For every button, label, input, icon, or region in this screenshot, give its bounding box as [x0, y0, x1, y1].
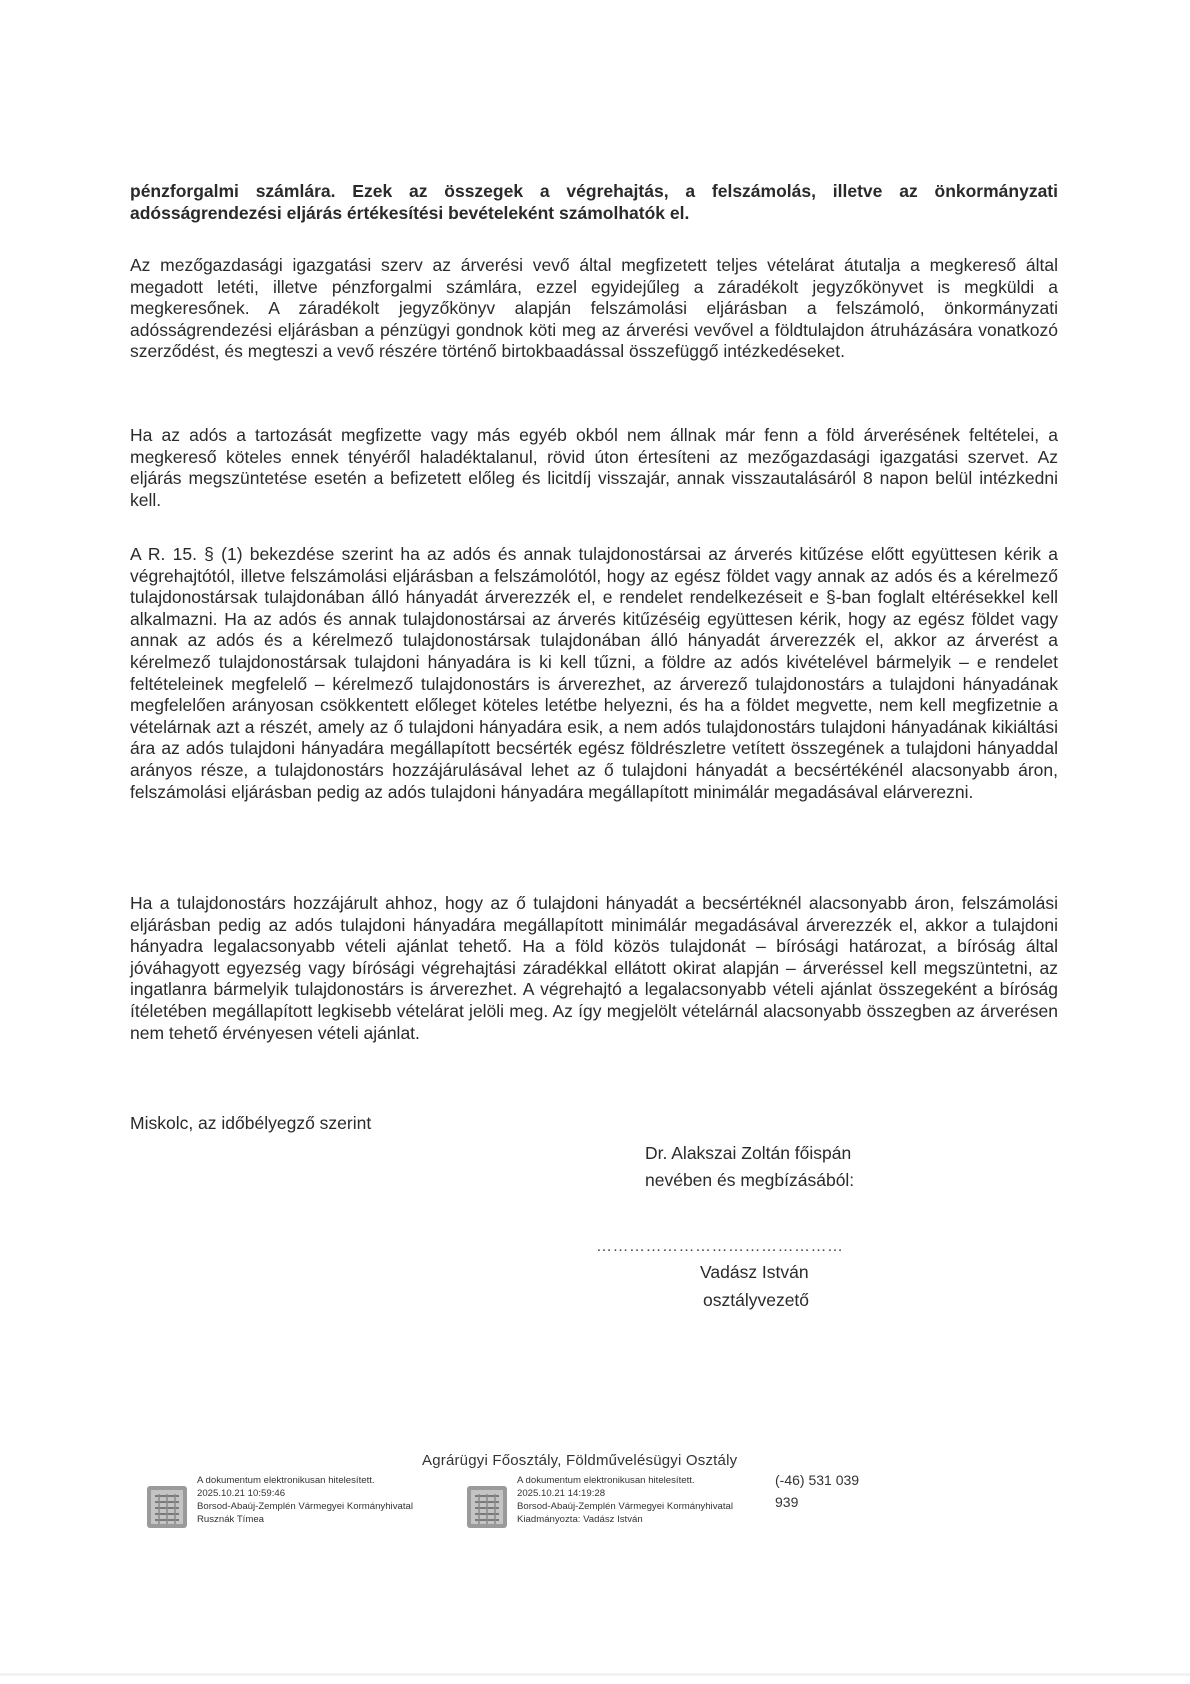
- place-date: Miskolc, az időbélyegző szerint: [130, 1113, 372, 1133]
- signature-line: ………………………………………: [596, 1238, 844, 1255]
- e-signature-stamp: [145, 1474, 425, 1554]
- e-signature-stamp: [465, 1474, 745, 1554]
- footer-fax: 939: [775, 1494, 799, 1510]
- government-seal-icon: [465, 1482, 511, 1532]
- stamp-text: A dokumentum elektronikusan hitelesített. 2025.10.21 10:59:46 Borsod-Abaúj-Zemplén Vármegyei Kormányhivatal Rusznák Tímea: [197, 1475, 413, 1525]
- signature-title: osztályvezető: [703, 1290, 810, 1310]
- paragraph-debt-paid: Ha az adós a tartozását megfizette vagy más egyéb okból nem állnak már fenn a föld árverésének feltételei, a megkereső köteles ennek tényéről haladéktalanul, rövid úton értesíteni az mezőgazdasági igazgatási szervet. Az eljárás megszüntetése esetén a befizetett előleg és licitdíj visszajár, annak visszautalásáról 8 napon belül intézkedni kell.: [130, 425, 1058, 510]
- paragraph-co-owner: Ha a tulajdonostárs hozzájárult ahhoz, hogy az ő tulajdoni hányadát a becsértéknél alacsonyabb áron, felszámolási eljárásban pedig az adós tulajdoni hányadára megállapított minimálár megadásával árverezzék el, akkor a tulajdoni hányadra legalacsonyabb vételi ajánlat tehető. Ha a föld közös tulajdonát – bírósági határozat, a bíróság által jóváhagyott egyezség vagy bírósági végrehajtási záradékkal ellátott okirat alapján – árveréssel kell megszüntetni, az ingatlanra bármelyik tulajdonostárs is árverezhet. A végrehajtó a legalacsonyabb vételi ajánlat összegeként a bíróság ítéletében megállapított legkisebb vételárat jelöli meg. Az így megjelölt vételárnál alacsonyabb összegben az árverésen nem tehető érvényesen vételi ajánlat.: [130, 893, 1058, 1043]
- page-bottom-edge: [0, 1673, 1190, 1676]
- signature-mandate: nevében és megbízásából:: [645, 1170, 855, 1190]
- paragraph-regulation: A R. 15. § (1) bekezdése szerint ha az adós és annak tulajdonostársai az árverés kitűzése előtt együttesen kérik a végrehajtótól, illetve felszámolási eljárásban a felszámolótól, hogy az egész földet vagy annak az adós és a kérelmező tulajdonostársak tulajdonában álló hányadát árverezzék el, e rendelet rendelkezéseit e §-ban foglalt eltérésekkel kell alkalmazni. Ha az adós és annak tulajdonostársai az árverés kitűzéséig együttesen kérik, hogy az egész földet vagy annak az adós és a kérelmező tulajdonostársak tulajdonában álló hányadát árverezzék el, akkor az árverést a kérelmező tulajdonostársak tulajdoni hányadára is ki kell tűzni, a földre az adós kivételével bármelyik – e rendelet feltételeinek megfelelő – kérelmező tulajdonostárs is árverezhet, az árverező tulajdonostárs a tulajdoni hányadának megfelelően arányosan csökkentett előleget köteles letétbe helyezni, és ha a földet megvette, nem kell megfizetnie a vételárnak azt a részét, amely az ő tulajdoni hányadára esik, a nem adós tulajdonostárs tulajdoni hányadának kikiáltási ára az adós tulajdoni hányadára megállapított becsérték egész földrészletre vetített összegének a tulajdoni hányaddal arányos része, a tulajdonostárs hozzájárulásával lehet az ő tulajdoni hányadát a becsértékénél alacsonyabb áron, felszámolási eljárásban pedig az adós tulajdoni hányadára megállapított minimálár megadásával elárverezni.: [130, 544, 1058, 802]
- signature-principal: Dr. Alakszai Zoltán főispán: [645, 1143, 852, 1163]
- government-seal-icon: [145, 1482, 191, 1532]
- signature-name: Vadász István: [700, 1262, 809, 1282]
- paragraph-intro: pénzforgalmi számlára. Ezek az összegek a végrehajtás, a felszámolás, illetve az önkormányzati adósságrendezési eljárás értékesítési bevételeként számolhatók el.: [130, 181, 1058, 223]
- paragraph-transfer: Az mezőgazdasági igazgatási szerv az árverési vevő által megfizetett teljes vételárat átutalja a megkereső által megadott letéti, illetve pénzforgalmi számlára, ezzel egyidejűleg a záradékolt jegyzőkönyvet is megküldi a megkeresőnek. A záradékolt jegyzőkönyv alapján felszámolási eljárásban a felszámoló, önkormányzati adósságrendezési eljárásban a pénzügyi gondnok köti meg az árverési vevővel a földtulajdon átruházására vonatkozó szerződést, és megteszi a vevő részére történő birtokbaadással összefüggő intézkedéseket.: [130, 255, 1058, 362]
- footer-phone: (-46) 531 039: [775, 1472, 860, 1488]
- footer-organization: Agrárügyi Főosztály, Földművelésügyi Osztály: [422, 1452, 738, 1469]
- stamp-text: A dokumentum elektronikusan hitelesített. 2025.10.21 14:19:28 Borsod-Abaúj-Zemplén Vármegyei Kormányhivatal Kiadmányozta: Vadász István: [517, 1475, 733, 1525]
